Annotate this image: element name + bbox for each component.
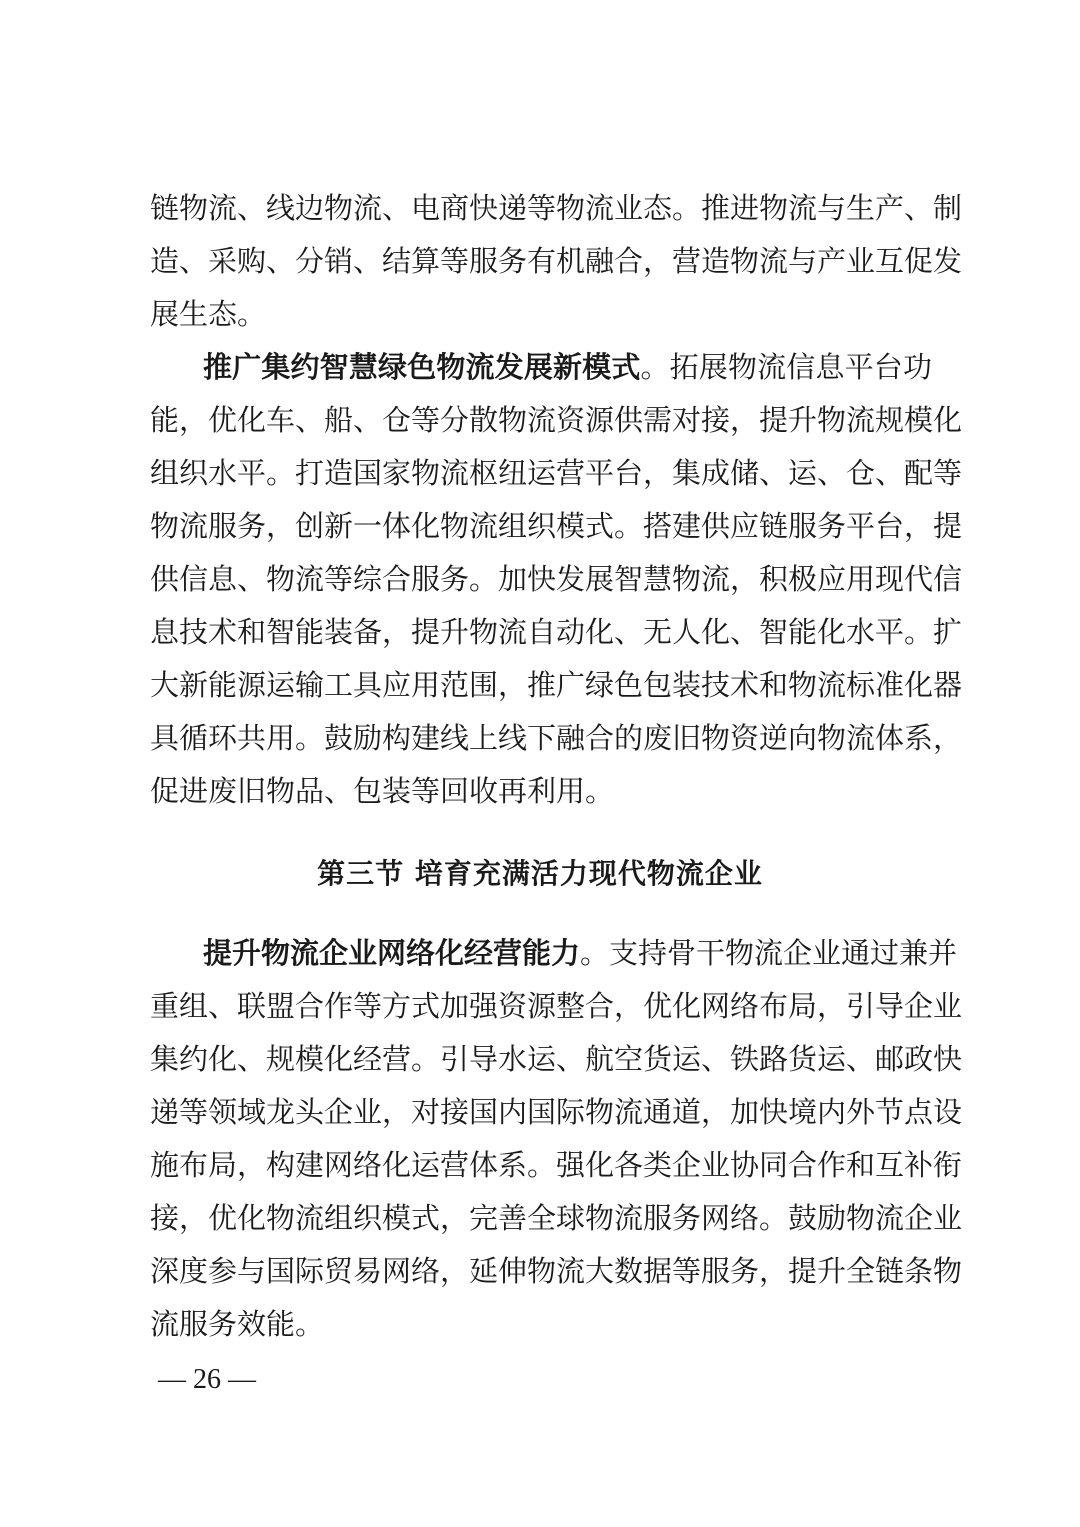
paragraph-lead-phrase: 推广集约智慧绿色物流发展新模式 <box>203 350 641 384</box>
paragraph-line: 促进废旧物品、包装等回收再利用。 <box>150 774 615 808</box>
paragraph-line: 息技术和智能装备，提升物流自动化、无人化、智能化水平。扩 <box>150 615 963 649</box>
paragraph-line: 集约化、规模化经营。引导水运、航空货运、铁路货运、邮政快 <box>150 1042 963 1076</box>
paragraph-line: 施布局，构建网络化运营体系。强化各类企业协同合作和互补衔 <box>150 1148 963 1182</box>
paragraph-line: 具循环共用。鼓励构建线上线下融合的废旧物资逆向物流体系， <box>150 721 963 755</box>
paragraph-first-line <box>203 933 958 973</box>
paragraph-line: 展生态。 <box>150 297 267 331</box>
paragraph-line: 接，优化物流组织模式，完善全球物流服务网络。鼓励物流企业 <box>150 1201 963 1235</box>
paragraph-line: 大新能源运输工具应用范围，推广绿色包装技术和物流标准化器 <box>150 668 963 702</box>
paragraph-line: 供信息、物流等综合服务。加快发展智慧物流，积极应用现代信 <box>150 562 963 596</box>
page-number: — 26 — <box>158 1364 256 1395</box>
paragraph-lead-rest: 。拓展物流信息平台功 <box>640 350 932 384</box>
paragraph-line: 链物流、线边物流、电商快递等物流业态。推进物流与生产、制 <box>150 191 963 225</box>
paragraph-line: 组织水平。打造国家物流枢纽运营平台，集成储、运、仓、配等 <box>150 456 963 490</box>
section-heading: 第三节 培育充满活力现代物流企业 <box>317 857 763 890</box>
paragraph-line: 重组、联盟合作等方式加强资源整合，优化网络布局，引导企业 <box>150 989 963 1023</box>
paragraph-line: 造、采购、分销、结算等服务有机融合，营造物流与产业互促发 <box>150 244 963 278</box>
paragraph-line: 能，优化车、船、仓等分散物流资源供需对接，提升物流规模化 <box>150 403 963 437</box>
paragraph-lead-rest: 。支持骨干物流企业通过兼并 <box>580 936 958 970</box>
paragraph-lead-phrase: 提升物流企业网络化经营能力 <box>203 936 581 970</box>
paragraph-line: 递等领域龙头企业，对接国内国际物流通道，加快境内外节点设 <box>150 1095 963 1129</box>
paragraph-line: 深度参与国际贸易网络，延伸物流大数据等服务，提升全链条物 <box>150 1254 963 1288</box>
paragraph-line: 物流服务，创新一体化物流组织模式。搭建供应链服务平台，提 <box>150 509 963 543</box>
paragraph-line: 流服务效能。 <box>150 1307 325 1341</box>
paragraph-first-line <box>203 347 932 387</box>
